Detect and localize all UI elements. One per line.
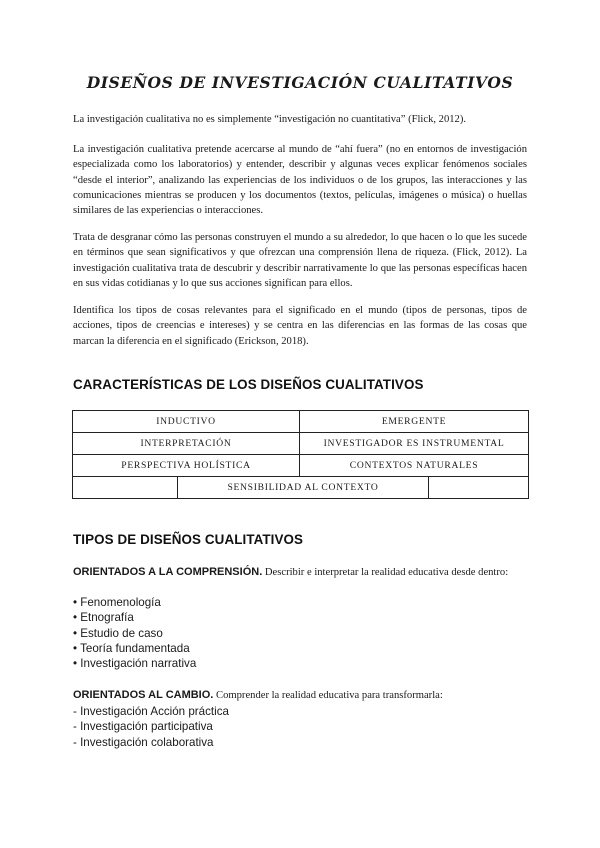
cambio-text: Comprender la realidad educativa para transformarla: bbox=[216, 690, 443, 701]
characteristics-table bbox=[72, 410, 529, 499]
heading-types: TIPOS DE DISEÑOS CUALITATIVOS bbox=[73, 532, 304, 547]
table-row bbox=[73, 433, 529, 455]
table-row bbox=[73, 477, 529, 499]
comprension-text: Describir e interpretar la realidad educativa desde dentro: bbox=[264, 567, 509, 578]
paragraph-comprension bbox=[73, 565, 527, 580]
table-cell: INVESTIGADOR ES INSTRUMENTAL bbox=[300, 433, 529, 455]
table-row bbox=[73, 411, 529, 433]
table-cell: CONTEXTOS NATURALES bbox=[300, 455, 529, 477]
table-cell: EMERGENTE bbox=[300, 411, 529, 433]
paragraph-intro: La investigación cualitativa no es simplemente “investigación no cuantitativa” (Flick, 2012). bbox=[73, 114, 467, 125]
table-row bbox=[73, 455, 529, 477]
list-item: - Investigación participativa bbox=[73, 720, 213, 734]
paragraph-construction: Trata de desgranar cómo las personas construyen el mundo a su alrededor, lo que hacen o lo que les sucede en términos que sean significativos y que ofrezcan una comprensión llena de riqueza. (Flick, 2012). La investigación cualitativa trata de descubrir y describir narrativamente lo que las personas específicas hacen en sus vidas cotidianas y lo que sus acciones significan para ellos. bbox=[73, 232, 527, 289]
document-title: DISEÑOS DE INVESTIGACIÓN CUALITATIVOS bbox=[86, 73, 514, 92]
table-cell-empty bbox=[73, 477, 178, 499]
table-cell: SENSIBILIDAD AL CONTEXTO bbox=[178, 477, 429, 499]
table-cell: INTERPRETACIÓN bbox=[73, 433, 300, 455]
table-cell: INDUCTIVO bbox=[73, 411, 300, 433]
heading-characteristics: CARACTERÍSTICAS DE LOS DISEÑOS CUALITATIVOS bbox=[73, 377, 424, 392]
comprension-lead: ORIENTADOS A LA COMPRENSIÓN. bbox=[73, 566, 263, 578]
list-item: - Investigación colaborativa bbox=[73, 735, 214, 749]
paragraph-cambio bbox=[73, 688, 527, 703]
list-item: • Etnografía bbox=[73, 611, 134, 625]
list-item: • Teoría fundamentada bbox=[73, 641, 190, 655]
list-item: • Estudio de caso bbox=[73, 626, 163, 640]
list-item: - Investigación Acción práctica bbox=[73, 705, 229, 718]
paragraph-definition: La investigación cualitativa pretende acercarse al mundo de “ahí fuera” (no en entornos de investigación especializada como los laboratorios) y entender, describir y algunas veces explicar fenómenos sociales “desde el interior”, analizando las experiencias de los individuos o de los grupos, las interacciones y las comunicaciones mientras se producen y los documentos (textos, películas, imágenes o música) o huellas similares de las experiencias o interacciones. bbox=[73, 144, 527, 217]
paragraph-identification: Identifica los tipos de cosas relevantes para el significado en el mundo (tipos de personas, tipos de acciones, tipos de creencias e intereses) y se centra en las diferencias en las formas de las cosas que marcan la diferencia en el significado (Erickson, 2018). bbox=[73, 305, 527, 347]
list-item: • Fenomenología bbox=[73, 596, 161, 609]
table-cell-empty bbox=[429, 477, 529, 499]
table-cell: PERSPECTIVA HOLÍSTICA bbox=[73, 455, 300, 477]
list-item: • Investigación narrativa bbox=[73, 657, 197, 671]
cambio-list bbox=[73, 704, 533, 750]
comprension-list bbox=[73, 595, 533, 671]
cambio-lead: ORIENTADOS AL CAMBIO. bbox=[73, 689, 214, 701]
